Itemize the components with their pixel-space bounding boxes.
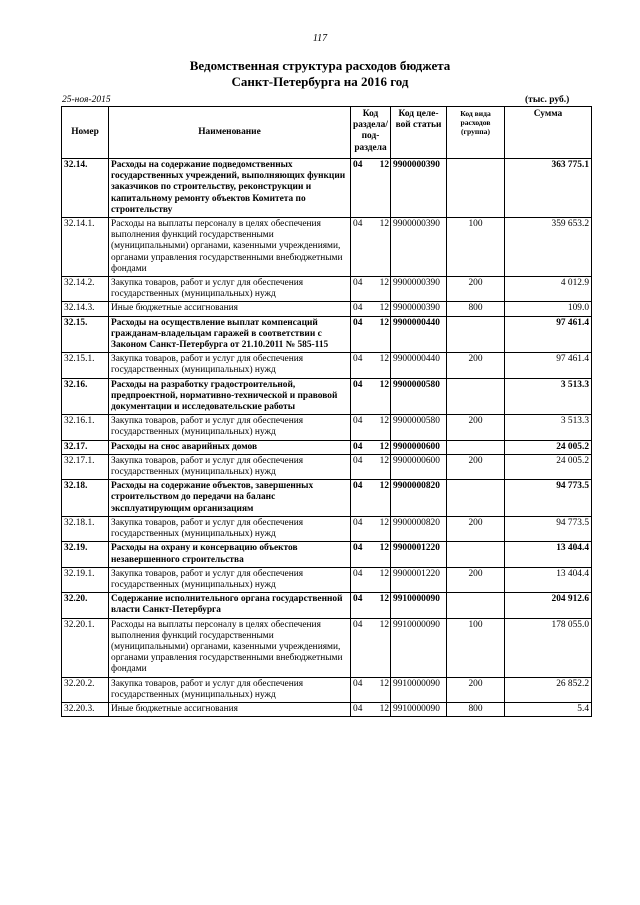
section-code: 04 [353,219,363,230]
title-line-2: Санкт-Петербурга на 2016 год [231,74,409,89]
table-row [62,480,592,517]
row-target-code: 9910000090 [391,593,447,618]
row-number: 32.18.1. [62,516,109,541]
row-expense-type: 200 [447,353,505,378]
row-sum: 3 513.3 [505,415,592,440]
section-code: 04 [353,160,363,170]
row-expense-type [447,159,505,218]
table-row [62,454,592,479]
subsection-code: 12 [379,703,389,714]
section-code: 04 [353,678,363,689]
row-target-code: 9900000820 [391,480,447,517]
row-number: 32.17.1. [62,454,109,479]
row-expense-type: 100 [447,218,505,277]
row-number: 32.18. [62,480,109,517]
row-name: Закупка товаров, работ и услуг для обеспечения государственных (муниципальных) нужд [109,353,351,378]
row-expense-type [447,480,505,517]
table-row [62,316,592,353]
section-code: 04 [353,416,363,427]
row-section-code [351,480,391,517]
row-number: 32.14.2. [62,277,109,302]
section-code: 04 [353,317,363,328]
row-target-code: 9900000390 [391,218,447,277]
row-section-code [351,440,391,454]
units-label: (тыс. руб.) [525,95,570,105]
subsection-code: 12 [379,303,389,314]
table-row [62,702,592,716]
row-section-code [351,159,391,218]
row-section-code [351,353,391,378]
budget-table [61,106,592,717]
row-number: 32.20.3. [62,702,109,716]
row-name: Закупка товаров, работ и услуг для обеспечения государственных (муниципальных) нужд [109,677,351,702]
row-number: 32.20.2. [62,677,109,702]
section-code: 04 [353,354,363,365]
row-expense-type: 200 [447,415,505,440]
row-target-code: 9900000440 [391,353,447,378]
section-code: 04 [353,441,363,452]
row-section-code [351,277,391,302]
row-target-code: 9900000390 [391,159,447,218]
row-section-code [351,702,391,716]
row-target-code: 9900000580 [391,415,447,440]
row-sum: 97 461.4 [505,353,592,378]
row-name: Содержание исполнительного органа государственной власти Санкт-Петербурга [109,593,351,618]
row-section-code [351,454,391,479]
subsection-code: 12 [379,317,389,328]
row-expense-type: 200 [447,677,505,702]
row-expense-type: 200 [447,454,505,479]
header-target-code: Код целе-вой статьи [391,107,447,159]
table-row [62,415,592,440]
section-code: 04 [353,543,363,554]
row-target-code: 9900001220 [391,542,447,567]
section-code: 04 [353,379,363,390]
subsection-code: 12 [379,354,389,365]
row-target-code: 9900000440 [391,316,447,353]
row-expense-type [447,440,505,454]
table-row [62,542,592,567]
row-number: 32.14. [62,159,109,218]
row-number: 32.20.1. [62,618,109,677]
row-expense-type: 200 [447,567,505,592]
row-section-code [351,316,391,353]
section-code: 04 [353,481,363,492]
section-code: 04 [353,278,363,289]
row-expense-type: 100 [447,618,505,677]
row-name: Расходы на содержание объектов, завершенных строительством до передачи на баланс эксплуатирующим организациям [109,480,351,517]
row-name: Закупка товаров, работ и услуг для обеспечения государственных (муниципальных) нужд [109,567,351,592]
subsection-code: 12 [379,481,389,492]
subsection-code: 12 [379,568,389,579]
row-section-code [351,378,391,415]
row-sum: 109.0 [505,302,592,316]
header-name: Наименование [109,107,351,159]
row-sum: 24 005.2 [505,454,592,479]
row-expense-type [447,593,505,618]
row-name: Закупка товаров, работ и услуг для обеспечения государственных (муниципальных) нужд [109,277,351,302]
row-target-code: 9900001220 [391,567,447,592]
row-number: 32.17. [62,440,109,454]
subsection-code: 12 [379,219,389,230]
row-sum: 3 513.3 [505,378,592,415]
row-name: Расходы на выплаты персоналу в целях обеспечения выполнения функций государственными (муниципальными) органами, казенными учреждениями, органами управления государственными внебюджетными фондами [109,618,351,677]
row-target-code: 9910000090 [391,618,447,677]
header-section-code: Код раздела/ под-раздела [351,107,391,159]
row-section-code [351,542,391,567]
document-title [0,58,640,90]
row-sum: 4 012.9 [505,277,592,302]
row-name: Иные бюджетные ассигнования [109,302,351,316]
row-section-code [351,516,391,541]
table-row [62,567,592,592]
section-code: 04 [353,594,363,605]
row-expense-type: 200 [447,277,505,302]
subsection-code: 12 [379,379,389,390]
row-name: Расходы на охрану и консервацию объектов незавершенного строительства [109,542,351,567]
row-name: Иные бюджетные ассигнования [109,702,351,716]
section-code: 04 [353,517,363,528]
row-target-code: 9900000390 [391,302,447,316]
title-line-1: Ведомственная структура расходов бюджета [189,58,451,73]
table-row [62,378,592,415]
table-row [62,302,592,316]
row-name: Расходы на содержание подведомственных государственных учреждений, выполняющих функции заказчиков по строительству, реконструкции и капитальному ремонту объектов Комитета по строительству [109,159,351,218]
table-row [62,440,592,454]
row-target-code: 9900000820 [391,516,447,541]
section-code: 04 [353,619,363,630]
row-sum: 13 404.4 [505,567,592,592]
subsection-code: 12 [379,278,389,289]
subsection-code: 12 [379,678,389,689]
table-row [62,677,592,702]
subsection-code: 12 [379,160,389,170]
row-target-code: 9900000580 [391,378,447,415]
row-expense-type: 200 [447,516,505,541]
row-sum: 94 773.5 [505,480,592,517]
table-row [62,618,592,677]
row-sum: 359 653.2 [505,218,592,277]
page-number: 117 [312,33,328,44]
row-name: Закупка товаров, работ и услуг для обеспечения государственных (муниципальных) нужд [109,454,351,479]
section-code: 04 [353,568,363,579]
row-sum: 26 852.2 [505,677,592,702]
row-sum: 97 461.4 [505,316,592,353]
subsection-code: 12 [379,543,389,554]
row-name: Расходы на разработку градостроительной, предпроектной, нормативно-технической и правовой документации и исследовательские работы [109,378,351,415]
section-code: 04 [353,455,363,466]
row-number: 32.15. [62,316,109,353]
document-date: 25-ноя-2015 [62,95,111,105]
subsection-code: 12 [379,619,389,630]
subsection-code: 12 [379,455,389,466]
table-row [62,353,592,378]
table-row [62,593,592,618]
row-number: 32.19.1. [62,567,109,592]
table-row [62,218,592,277]
row-target-code: 9910000090 [391,702,447,716]
row-sum: 204 912.6 [505,593,592,618]
row-number: 32.14.1. [62,218,109,277]
subsection-code: 12 [379,441,389,452]
table-body [62,159,592,717]
row-section-code [351,618,391,677]
subsection-code: 12 [379,517,389,528]
row-sum: 13 404.4 [505,542,592,567]
row-sum: 94 773.5 [505,516,592,541]
row-section-code [351,677,391,702]
header-expense-type-code: Код вида расходов (группа) [447,107,505,159]
row-target-code: 9900000600 [391,440,447,454]
row-expense-type [447,542,505,567]
row-section-code [351,415,391,440]
row-section-code [351,302,391,316]
row-expense-type: 800 [447,302,505,316]
table-header-row [62,107,592,159]
row-number: 32.15.1. [62,353,109,378]
row-number: 32.16. [62,378,109,415]
row-sum: 178 055.0 [505,618,592,677]
row-expense-type [447,316,505,353]
row-section-code [351,567,391,592]
row-name: Расходы на осуществление выплат компенсаций гражданам-владельцам гаражей в соответствии с Законом Санкт-Петербурга от 21.10.2011 № 585-115 [109,316,351,353]
row-name: Расходы на снос аварийных домов [109,440,351,454]
row-number: 32.16.1. [62,415,109,440]
subsection-code: 12 [379,416,389,427]
row-sum: 24 005.2 [505,440,592,454]
row-target-code: 9910000090 [391,677,447,702]
header-number: Номер [62,107,109,159]
table-row [62,277,592,302]
row-target-code: 9900000600 [391,454,447,479]
section-code: 04 [353,703,363,714]
row-section-code [351,218,391,277]
header-sum: Сумма [505,107,592,159]
row-expense-type: 800 [447,702,505,716]
row-sum: 5.4 [505,702,592,716]
table-row [62,159,592,218]
row-number: 32.19. [62,542,109,567]
table-row [62,516,592,541]
row-section-code [351,593,391,618]
row-sum: 363 775.1 [505,159,592,218]
row-name: Закупка товаров, работ и услуг для обеспечения государственных (муниципальных) нужд [109,516,351,541]
row-target-code: 9900000390 [391,277,447,302]
row-number: 32.14.3. [62,302,109,316]
row-number: 32.20. [62,593,109,618]
row-name: Закупка товаров, работ и услуг для обеспечения государственных (муниципальных) нужд [109,415,351,440]
section-code: 04 [353,303,363,314]
row-name: Расходы на выплаты персоналу в целях обеспечения выполнения функций государственными (муниципальными) органами, казенными учреждениями, органами управления государственными внебюджетными фондами [109,218,351,277]
subsection-code: 12 [379,594,389,605]
row-expense-type [447,378,505,415]
